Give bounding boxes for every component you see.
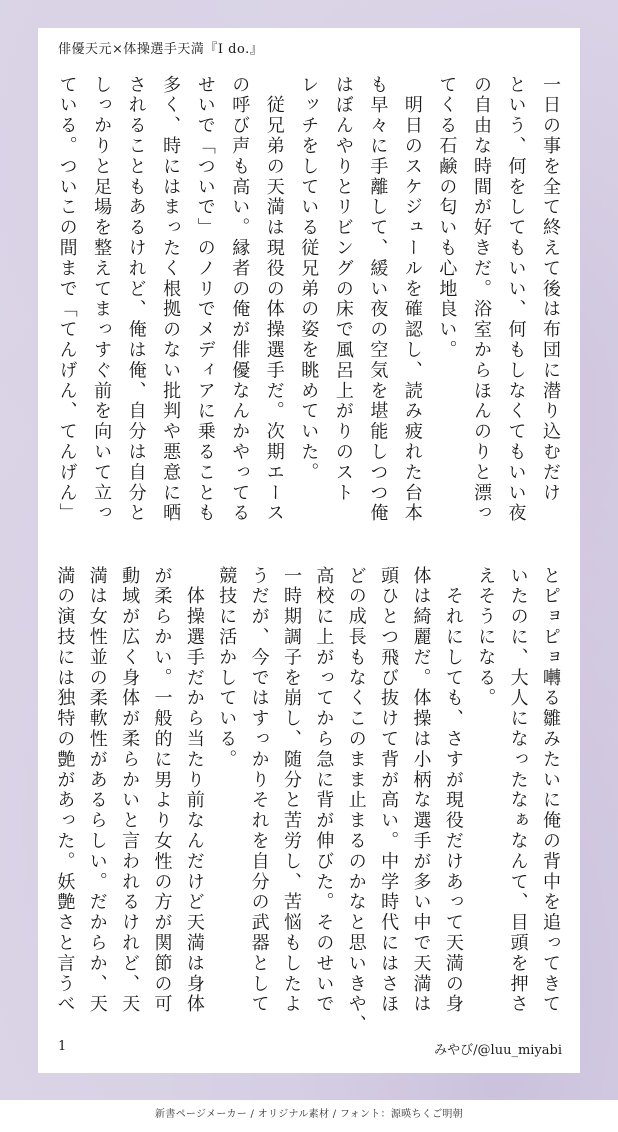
text-column: しっかりと足場を整えてまっすぐ前を向いて立っ (91, 75, 113, 524)
text-column: ている。ついこの間まで「てんげん、てんげん」 (56, 75, 78, 524)
text-column: はぼんやりとリビングの床で風呂上がりのスト (332, 75, 354, 504)
text-column: という、何をしてもいい、何もしなくてもいい夜 (505, 75, 527, 524)
text-column: それにしても、さすが現役だけあって天満の身 (442, 566, 464, 1015)
text-column: せいで「ついで」のノリでメディアに乗ることも (194, 75, 216, 524)
text-column: 満は女性並の柔軟性があるらしい。だからか、天 (86, 566, 108, 1015)
text-column: の自由な時間が好きだ。浴室からほんのりと漂っ (470, 75, 492, 524)
text-column: 動域が広く身体が柔らかいと言われるけれど、天 (119, 566, 141, 1015)
text-block-lower (50, 566, 568, 1041)
text-column: いたのに、大人になったなぁなんて、目頭を押さ (507, 566, 529, 1015)
text-column: 競技に活かしている。 (216, 566, 238, 770)
text-column: 体は綺麗だ。体操は小柄な選手が多い中で天満は (410, 566, 432, 1015)
text-column: とピョピョ囀る雛みたいに俺の背中を追ってきて (540, 566, 561, 1015)
page-number: 1 (58, 1039, 67, 1054)
text-column: 高校に上がってから急に背が伸びた。そのせいで (313, 566, 335, 1015)
text-column: 一日の事を全て終えて後は布団に潜り込むだけ (540, 75, 561, 504)
text-column: 体操選手だから当たり前なんだけど天満は身体 (183, 566, 205, 1015)
text-column: 頭ひとつ飛び抜けて背が高い。中学時代にはさほ (378, 566, 400, 1015)
text-column: レッチをしている従兄弟の姿を眺めていた。 (298, 75, 320, 483)
text-column: うだが、今ではすっかりそれを自分の武器として (248, 566, 270, 1015)
text-column: 一時期調子を崩し、随分と苦労し、苦悩もしたよ (281, 566, 302, 1015)
text-column: 明日のスケジュールを確認し、読み疲れた台本 (401, 75, 423, 524)
text-column: 満の演技には独特の艶があった。妖艶さと言うべ (54, 566, 76, 1015)
text-column: も早々に手離して、緩い夜の空気を堪能しつつ俺 (367, 75, 389, 524)
text-column: てくる石鹸の匂いも心地良い。 (436, 75, 458, 361)
text-column: の呼び声も高い。縁者の俺が俳優なんかやってる (229, 75, 251, 524)
text-block-upper (50, 75, 568, 553)
text-column: が柔らかい。一般的に男より女性の方が関節の可 (151, 566, 173, 1015)
text-column: されることもあるけれど、俺は俺、自分は自分と (125, 75, 147, 524)
page-header-title: 俳優天元×体操選手天満『I do.』 (58, 42, 264, 57)
text-column: 多く、時にはまったく根拠のない批判や悪意に晒 (160, 75, 182, 524)
text-column: どの成長もなくこのまま止まるのかなと思いきや、 (345, 566, 367, 1036)
text-column: えそうになる。 (475, 566, 497, 709)
book-page (38, 28, 580, 1073)
generator-caption: 新書ページメーカー / オリジナル素材 / フォント：源暎ちくご明朝 (155, 1109, 463, 1120)
author-credit: みやび/@luu_miyabi (434, 1043, 562, 1058)
text-column: 従兄弟の天満は現役の体操選手だ。次期エース (263, 75, 285, 524)
